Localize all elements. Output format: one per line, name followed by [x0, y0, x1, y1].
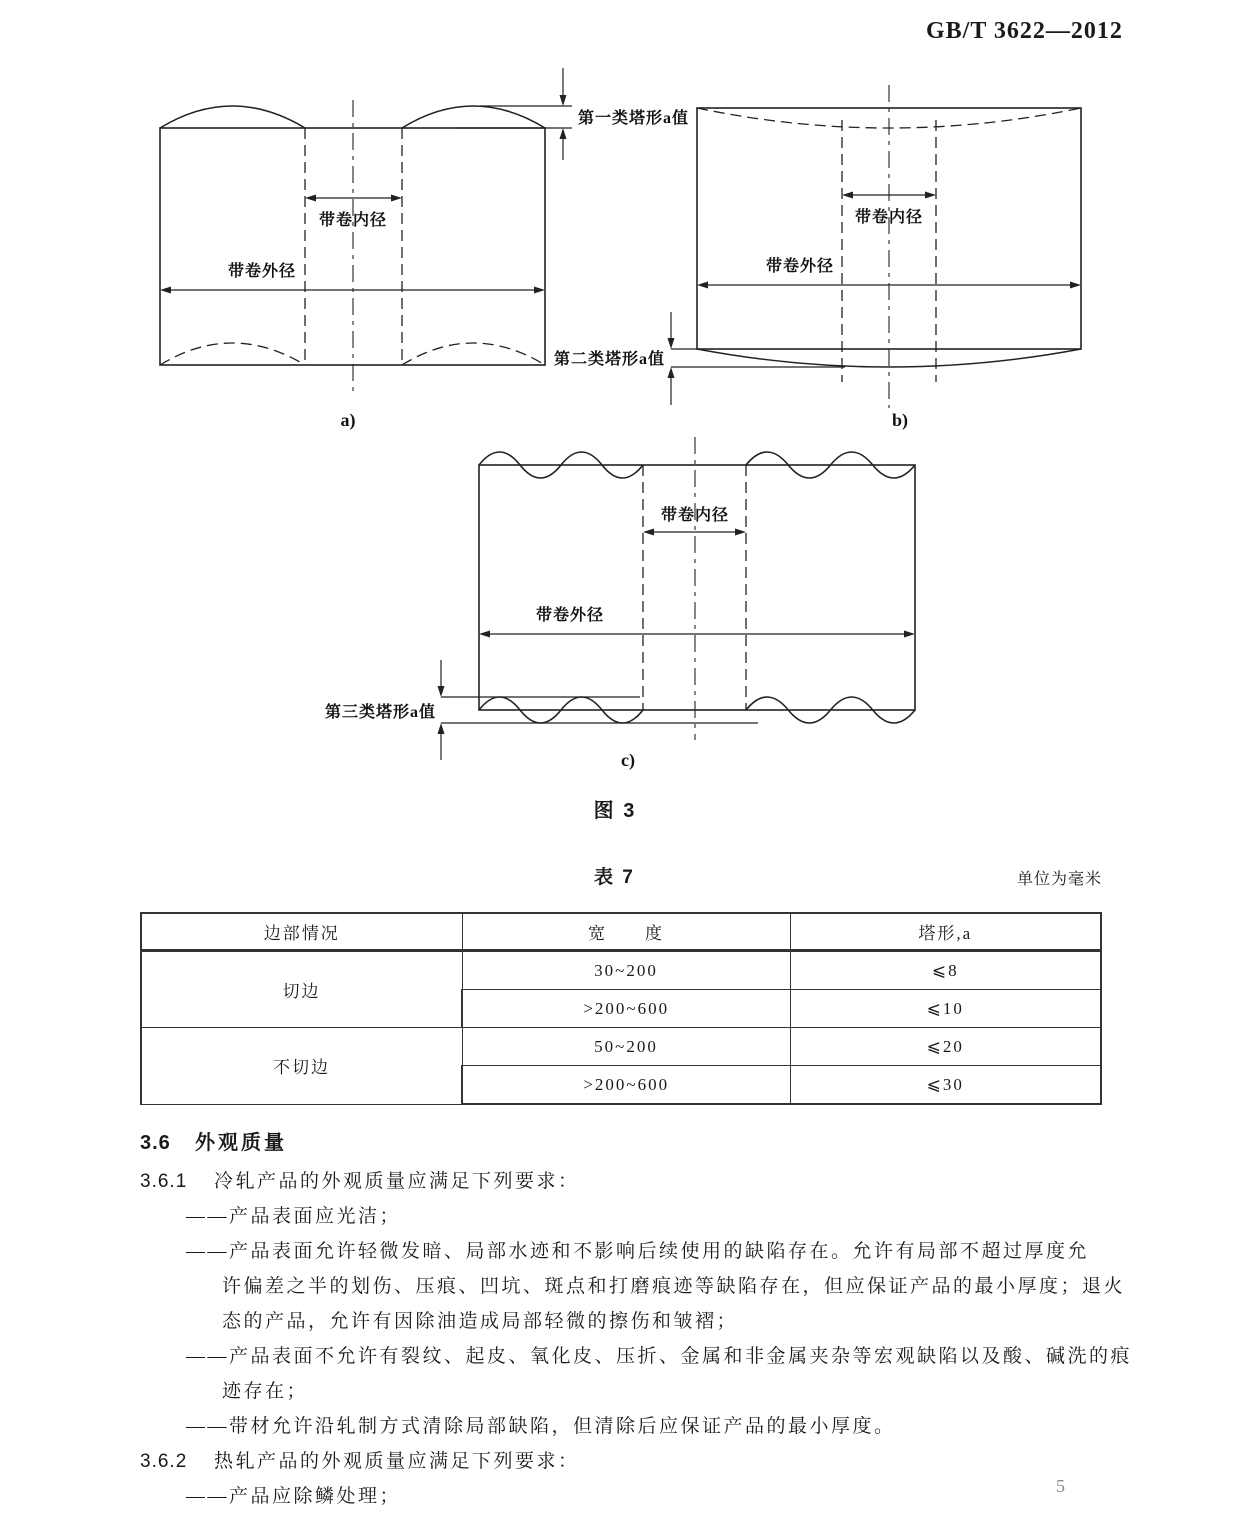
coil-b-inner-diameter-label: 带卷内径: [854, 209, 924, 226]
arrow-left-icon: [842, 192, 853, 199]
table-row: [141, 951, 1101, 990]
diagram-b: [554, 85, 1081, 431]
coil-c-outer-diameter-label: 带卷外径: [535, 607, 605, 624]
list-item: ——产品表面应光洁；: [186, 1206, 402, 1227]
col-header-width: 宽 度: [462, 913, 790, 951]
figure-caption: 图 3: [593, 800, 637, 822]
coil-a-inner-diameter-label: 带卷内径: [318, 212, 388, 229]
arrow-down-icon: [668, 338, 675, 349]
clause-intro: 冷轧产品的外观质量应满足下列要求：: [214, 1171, 580, 1192]
taper2-label: 第二类塔形a值: [553, 351, 665, 368]
table-unit-note: 单位为毫米: [1016, 871, 1102, 888]
list-item: ——产品表面不允许有裂纹、起皮、氧化皮、压折、金属和非金属夹杂等宏观缺陷以及酸、碱洗的痕: [186, 1346, 1133, 1367]
section-title: 外观质量: [195, 1132, 287, 1154]
taper1-label: 第一类塔形a值: [578, 110, 690, 127]
coil-c-inner-diameter-label: 带卷内径: [660, 507, 730, 524]
clause-number: 3.6.2: [140, 1451, 188, 1472]
arrow-right-icon: [904, 631, 915, 638]
table-7: [140, 912, 1102, 1105]
cell-taper: ⩽20: [790, 1028, 1101, 1066]
section-3-6-heading: [140, 1126, 287, 1155]
cell-edge-untrimmed: 不切边: [141, 1028, 462, 1105]
arrow-right-icon: [534, 287, 545, 294]
cell-taper: ⩽10: [790, 990, 1101, 1028]
diagram-c: [325, 437, 915, 771]
arrow-up-icon: [668, 367, 675, 378]
arrow-right-icon: [1070, 282, 1081, 289]
col-header-taper: 塔形,a: [790, 913, 1101, 951]
clause-3-6-2: [140, 1446, 580, 1473]
arrow-right-icon: [391, 195, 402, 202]
section-number: 3.6: [140, 1132, 171, 1154]
page-number: 5: [1056, 1476, 1065, 1496]
arrow-left-icon: [697, 282, 708, 289]
list-item: ——带材允许沿轧制方式清除局部缺陷，但清除后应保证产品的最小厚度。: [186, 1416, 896, 1437]
list-item-continuation: 许偏差之半的划伤、压痕、凹坑、斑点和打磨痕迹等缺陷存在，但应保证产品的最小厚度；退火: [222, 1276, 1126, 1297]
figure-3-drawing: [0, 60, 1240, 800]
standard-code: GB/T 3622—2012: [926, 18, 1123, 44]
coil-a-top-bulge-right: [402, 106, 545, 128]
clause-3-6-1: [140, 1166, 580, 1193]
list-item-continuation: 迹存在；: [222, 1381, 309, 1402]
coil-a-bottom-hidden-bulge-right: [402, 343, 545, 365]
arrow-left-icon: [479, 631, 490, 638]
list-item: ——产品表面允许轻微发暗、局部水迹和不影响后续使用的缺陷存在。允许有局部不超过厚度允: [186, 1241, 1090, 1262]
cell-width: 50~200: [462, 1028, 790, 1066]
cell-width: >200~600: [462, 1066, 790, 1105]
coil-a-outer-diameter-label: 带卷外径: [227, 263, 297, 280]
list-item-continuation: 态的产品，允许有因除油造成局部轻微的擦伤和皱褶；: [222, 1311, 739, 1332]
table-row: [141, 1028, 1101, 1066]
cell-width: >200~600: [462, 990, 790, 1028]
cell-taper: ⩽30: [790, 1066, 1101, 1105]
col-header-edge-condition: 边部情况: [141, 913, 462, 951]
table-title: 表 7: [594, 867, 635, 888]
coil-a-bottom-hidden-bulge-left: [160, 343, 305, 365]
cell-taper: ⩽8: [790, 951, 1101, 990]
cell-edge-trimmed: 切边: [141, 951, 462, 1028]
arrow-right-icon: [925, 192, 936, 199]
table-header-row: [141, 913, 1101, 951]
list-item: ——产品应除鳞处理；: [186, 1486, 402, 1507]
coil-a-top-bulge-left: [160, 106, 305, 128]
diagram-b-caption: b): [891, 410, 909, 430]
arrow-down-icon: [560, 95, 567, 106]
arrow-left-icon: [305, 195, 316, 202]
arrow-left-icon: [643, 529, 654, 536]
coil-b-outer-diameter-label: 带卷外径: [765, 258, 835, 275]
clause-intro: 热轧产品的外观质量应满足下列要求：: [214, 1451, 580, 1472]
arrow-right-icon: [735, 529, 746, 536]
arrow-up-icon: [438, 723, 445, 734]
taper3-label: 第三类塔形a值: [324, 704, 436, 721]
diagram-a: [160, 68, 689, 431]
arrow-left-icon: [160, 287, 171, 294]
coil-c-outline: [479, 465, 915, 710]
cell-width: 30~200: [462, 951, 790, 990]
arrow-down-icon: [438, 686, 445, 697]
diagram-a-caption: a): [340, 410, 356, 430]
clause-number: 3.6.1: [140, 1171, 188, 1192]
arrow-up-icon: [560, 128, 567, 139]
diagram-c-caption: c): [621, 750, 635, 770]
